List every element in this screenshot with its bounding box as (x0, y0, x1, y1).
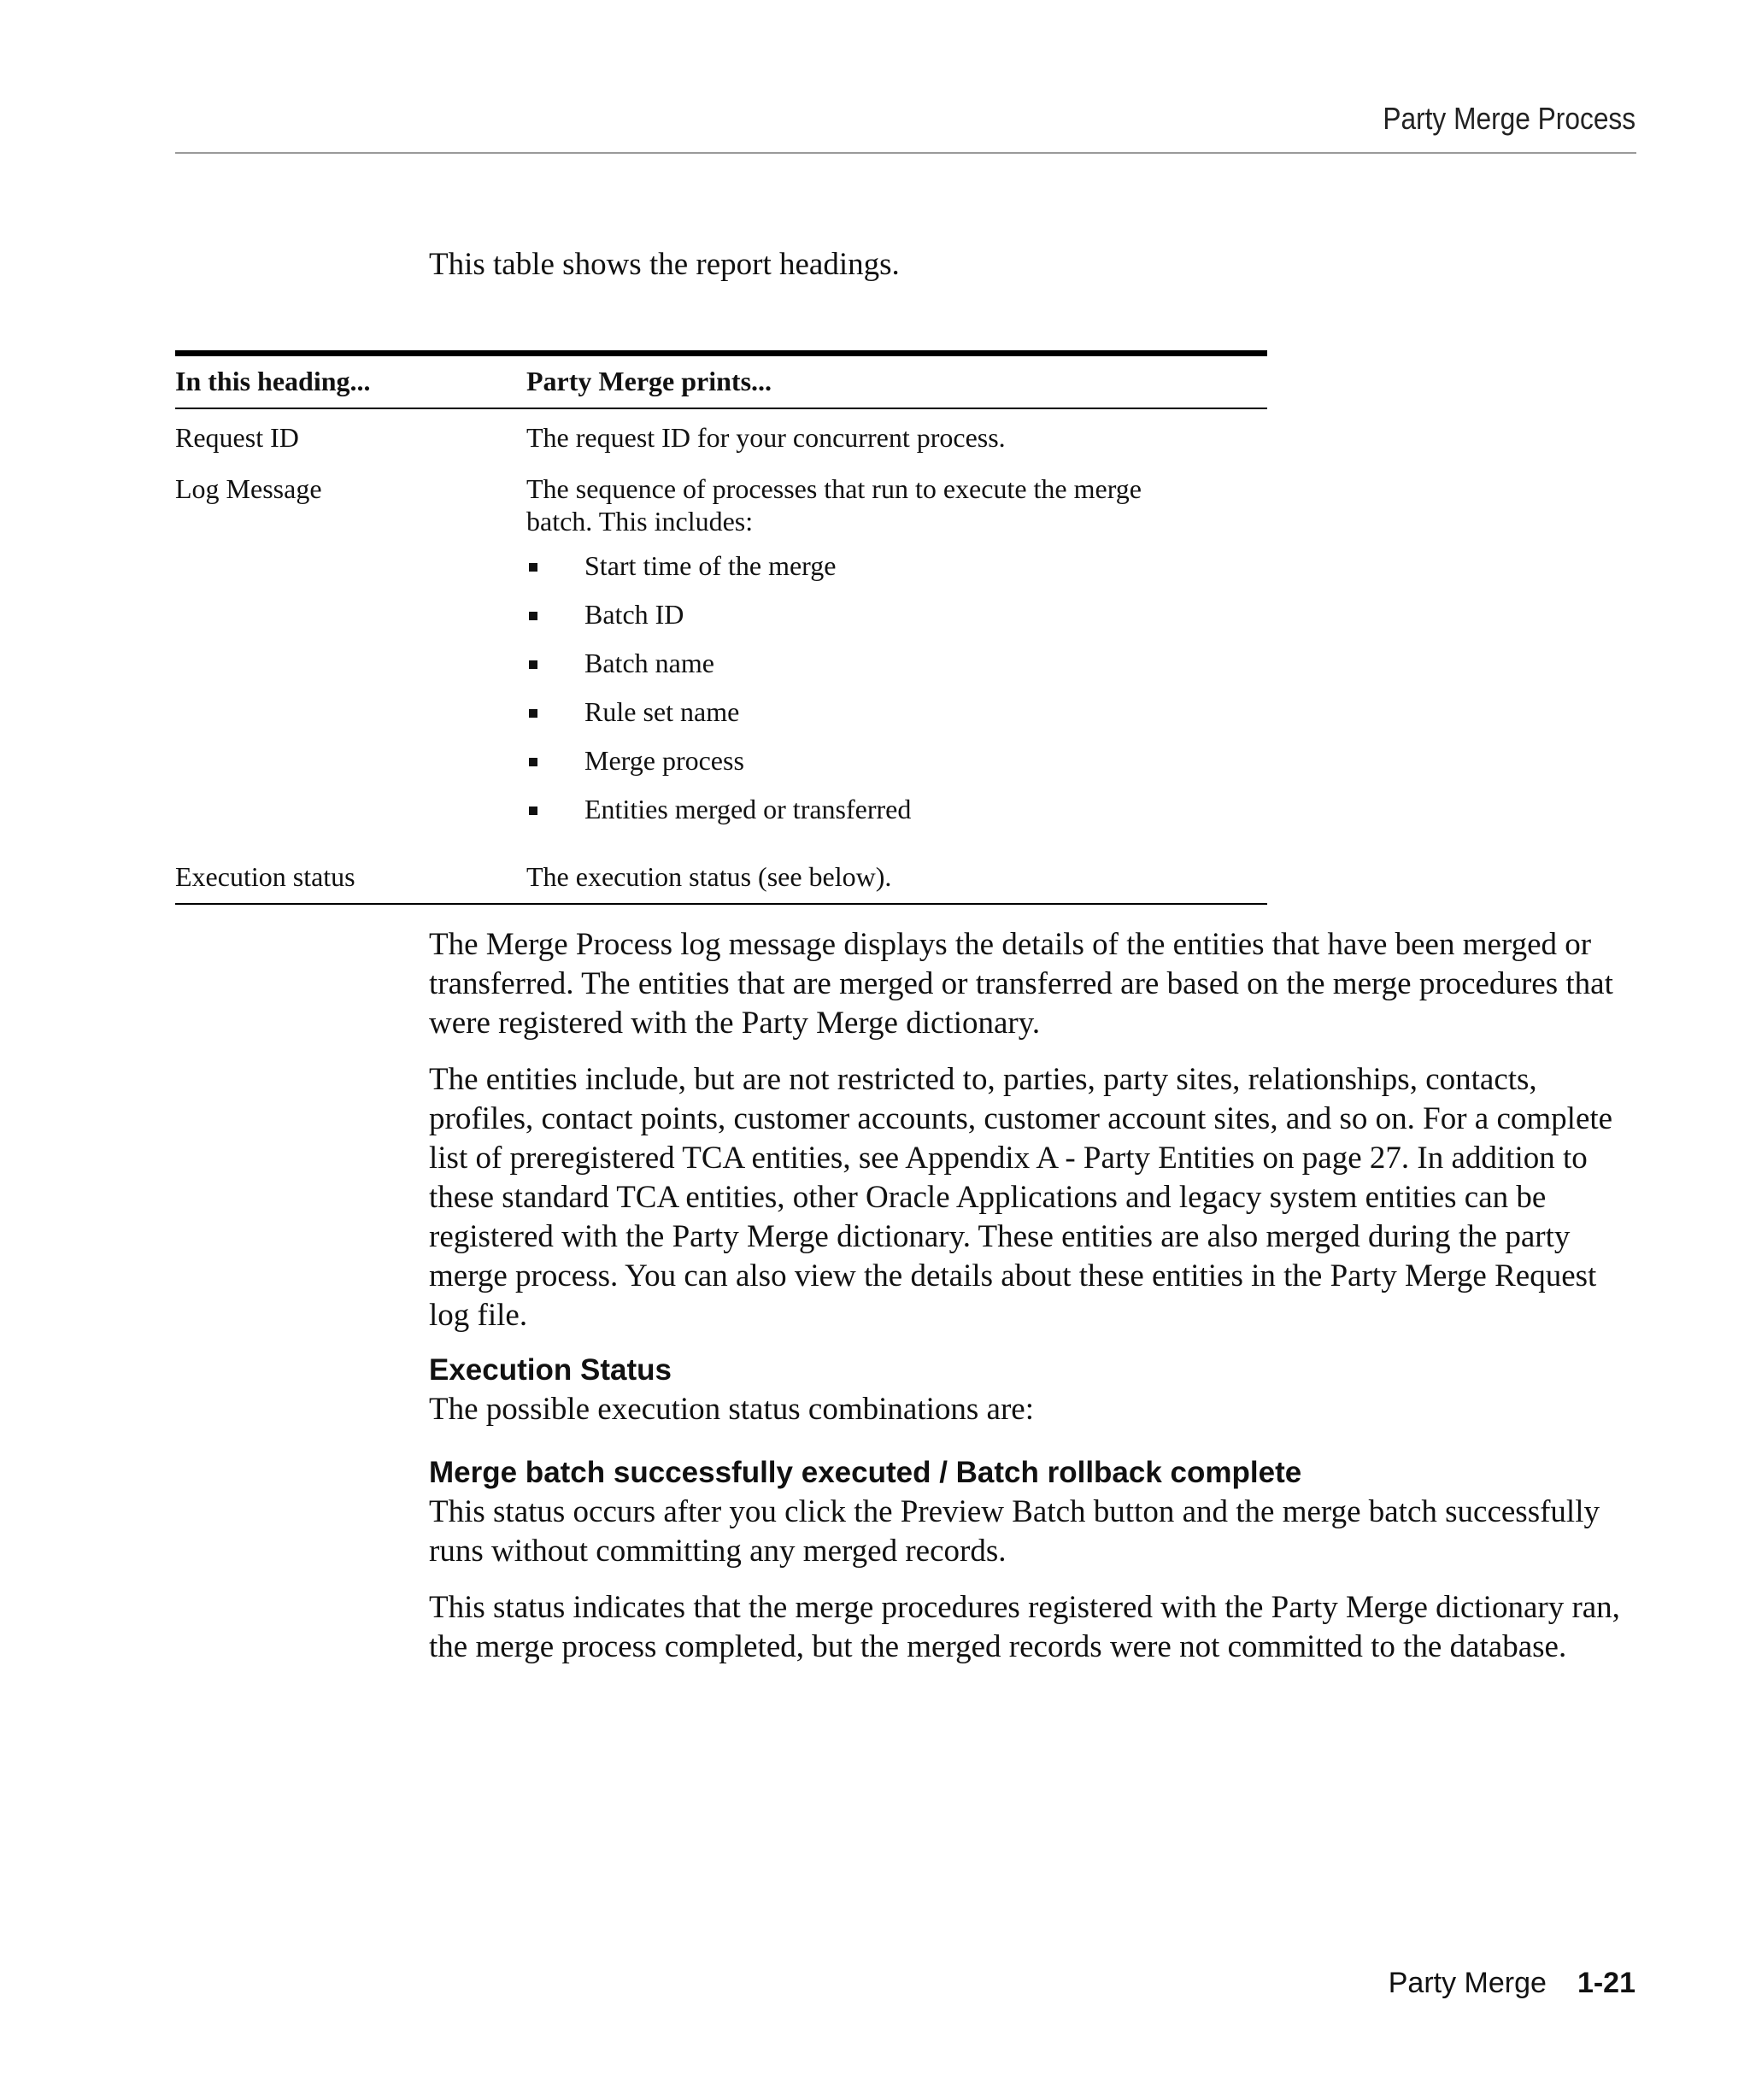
column-header-prints: Party Merge prints... (526, 354, 1267, 409)
table-intro: This table shows the report headings. (429, 247, 900, 282)
bullet-icon (529, 563, 537, 572)
table-header-row (175, 354, 1267, 409)
paragraph-status-indicates: This status indicates that the merge procedures registered with the Party Merge dictionary ran, the merge process completed, but the merged records were not committed to the database. (429, 1590, 1620, 1664)
footer-label: Party Merge (1388, 1967, 1547, 1999)
running-header: Party Merge Process (1383, 101, 1635, 136)
bullet-icon (529, 660, 537, 669)
list-item-text: Batch name (584, 648, 714, 678)
paragraph-merge-log: The Merge Process log message displays the details of the entities that have been merged or transferred. The entities that are merged or transferred are based on the merge procedures that were registered with the Party Merge dictionary. (429, 927, 1613, 1041)
page-footer (1389, 1967, 1635, 2000)
list-item-text: Entities merged or transferred (584, 794, 912, 824)
row-heading: Execution status (175, 861, 355, 892)
section-heading-execution-status: Execution Status (429, 1353, 672, 1387)
row-description-cell (526, 460, 1267, 848)
table-row (175, 848, 1267, 904)
body-text (429, 925, 1642, 1667)
section-heading-batch-status: Merge batch successfully executed / Batch rollback complete (429, 1456, 1302, 1489)
column-header-heading: In this heading... (175, 354, 526, 409)
list-item (526, 598, 1267, 647)
bullet-icon (529, 709, 537, 718)
report-headings-table (175, 350, 1267, 905)
page-number: 1-21 (1577, 1967, 1635, 1999)
paragraph-status-occurs: This status occurs after you click the Preview Batch button and the merge batch successfully runs without committing any merged records. (429, 1494, 1600, 1569)
list-item-text: Merge process (584, 745, 744, 776)
list-item (526, 549, 1267, 598)
paragraph-entities: The entities include, but are not restricted to, parties, party sites, relationships, contacts, profiles, contact points, customer accounts, customer account sites, and so on. For a complete list of preregistered TCA entities, see Appendix A - Party Entities on page 27. In addition to these standard TCA entities, other Oracle Applications and legacy system entities can be registered with the Party Merge dictionary. These entities are also merged during the party merge process. You can also view the details about these entities in the Party Merge Request log file. (429, 1062, 1613, 1333)
bullet-icon (529, 612, 537, 620)
row-description: The execution status (see below). (526, 861, 892, 892)
table-row (175, 408, 1267, 460)
header-rule (175, 152, 1636, 154)
row-heading: Request ID (175, 422, 299, 453)
row-description: The request ID for your concurrent process. (526, 422, 1006, 453)
paragraph-status-intro: The possible execution status combinations are: (429, 1392, 1034, 1427)
list-item (526, 647, 1267, 695)
bullet-icon (529, 758, 537, 766)
row-heading: Log Message (175, 473, 322, 504)
table-row (175, 460, 1267, 848)
row-description: The sequence of processes that run to execute the merge batch. This includes: (526, 473, 1142, 537)
bullet-list (526, 549, 1267, 842)
bullet-icon (529, 807, 537, 815)
list-item-text: Batch ID (584, 599, 684, 630)
list-item (526, 695, 1267, 744)
list-item-text: Rule set name (584, 696, 740, 727)
list-item-text: Start time of the merge (584, 550, 837, 581)
list-item (526, 793, 1267, 842)
list-item (526, 744, 1267, 793)
